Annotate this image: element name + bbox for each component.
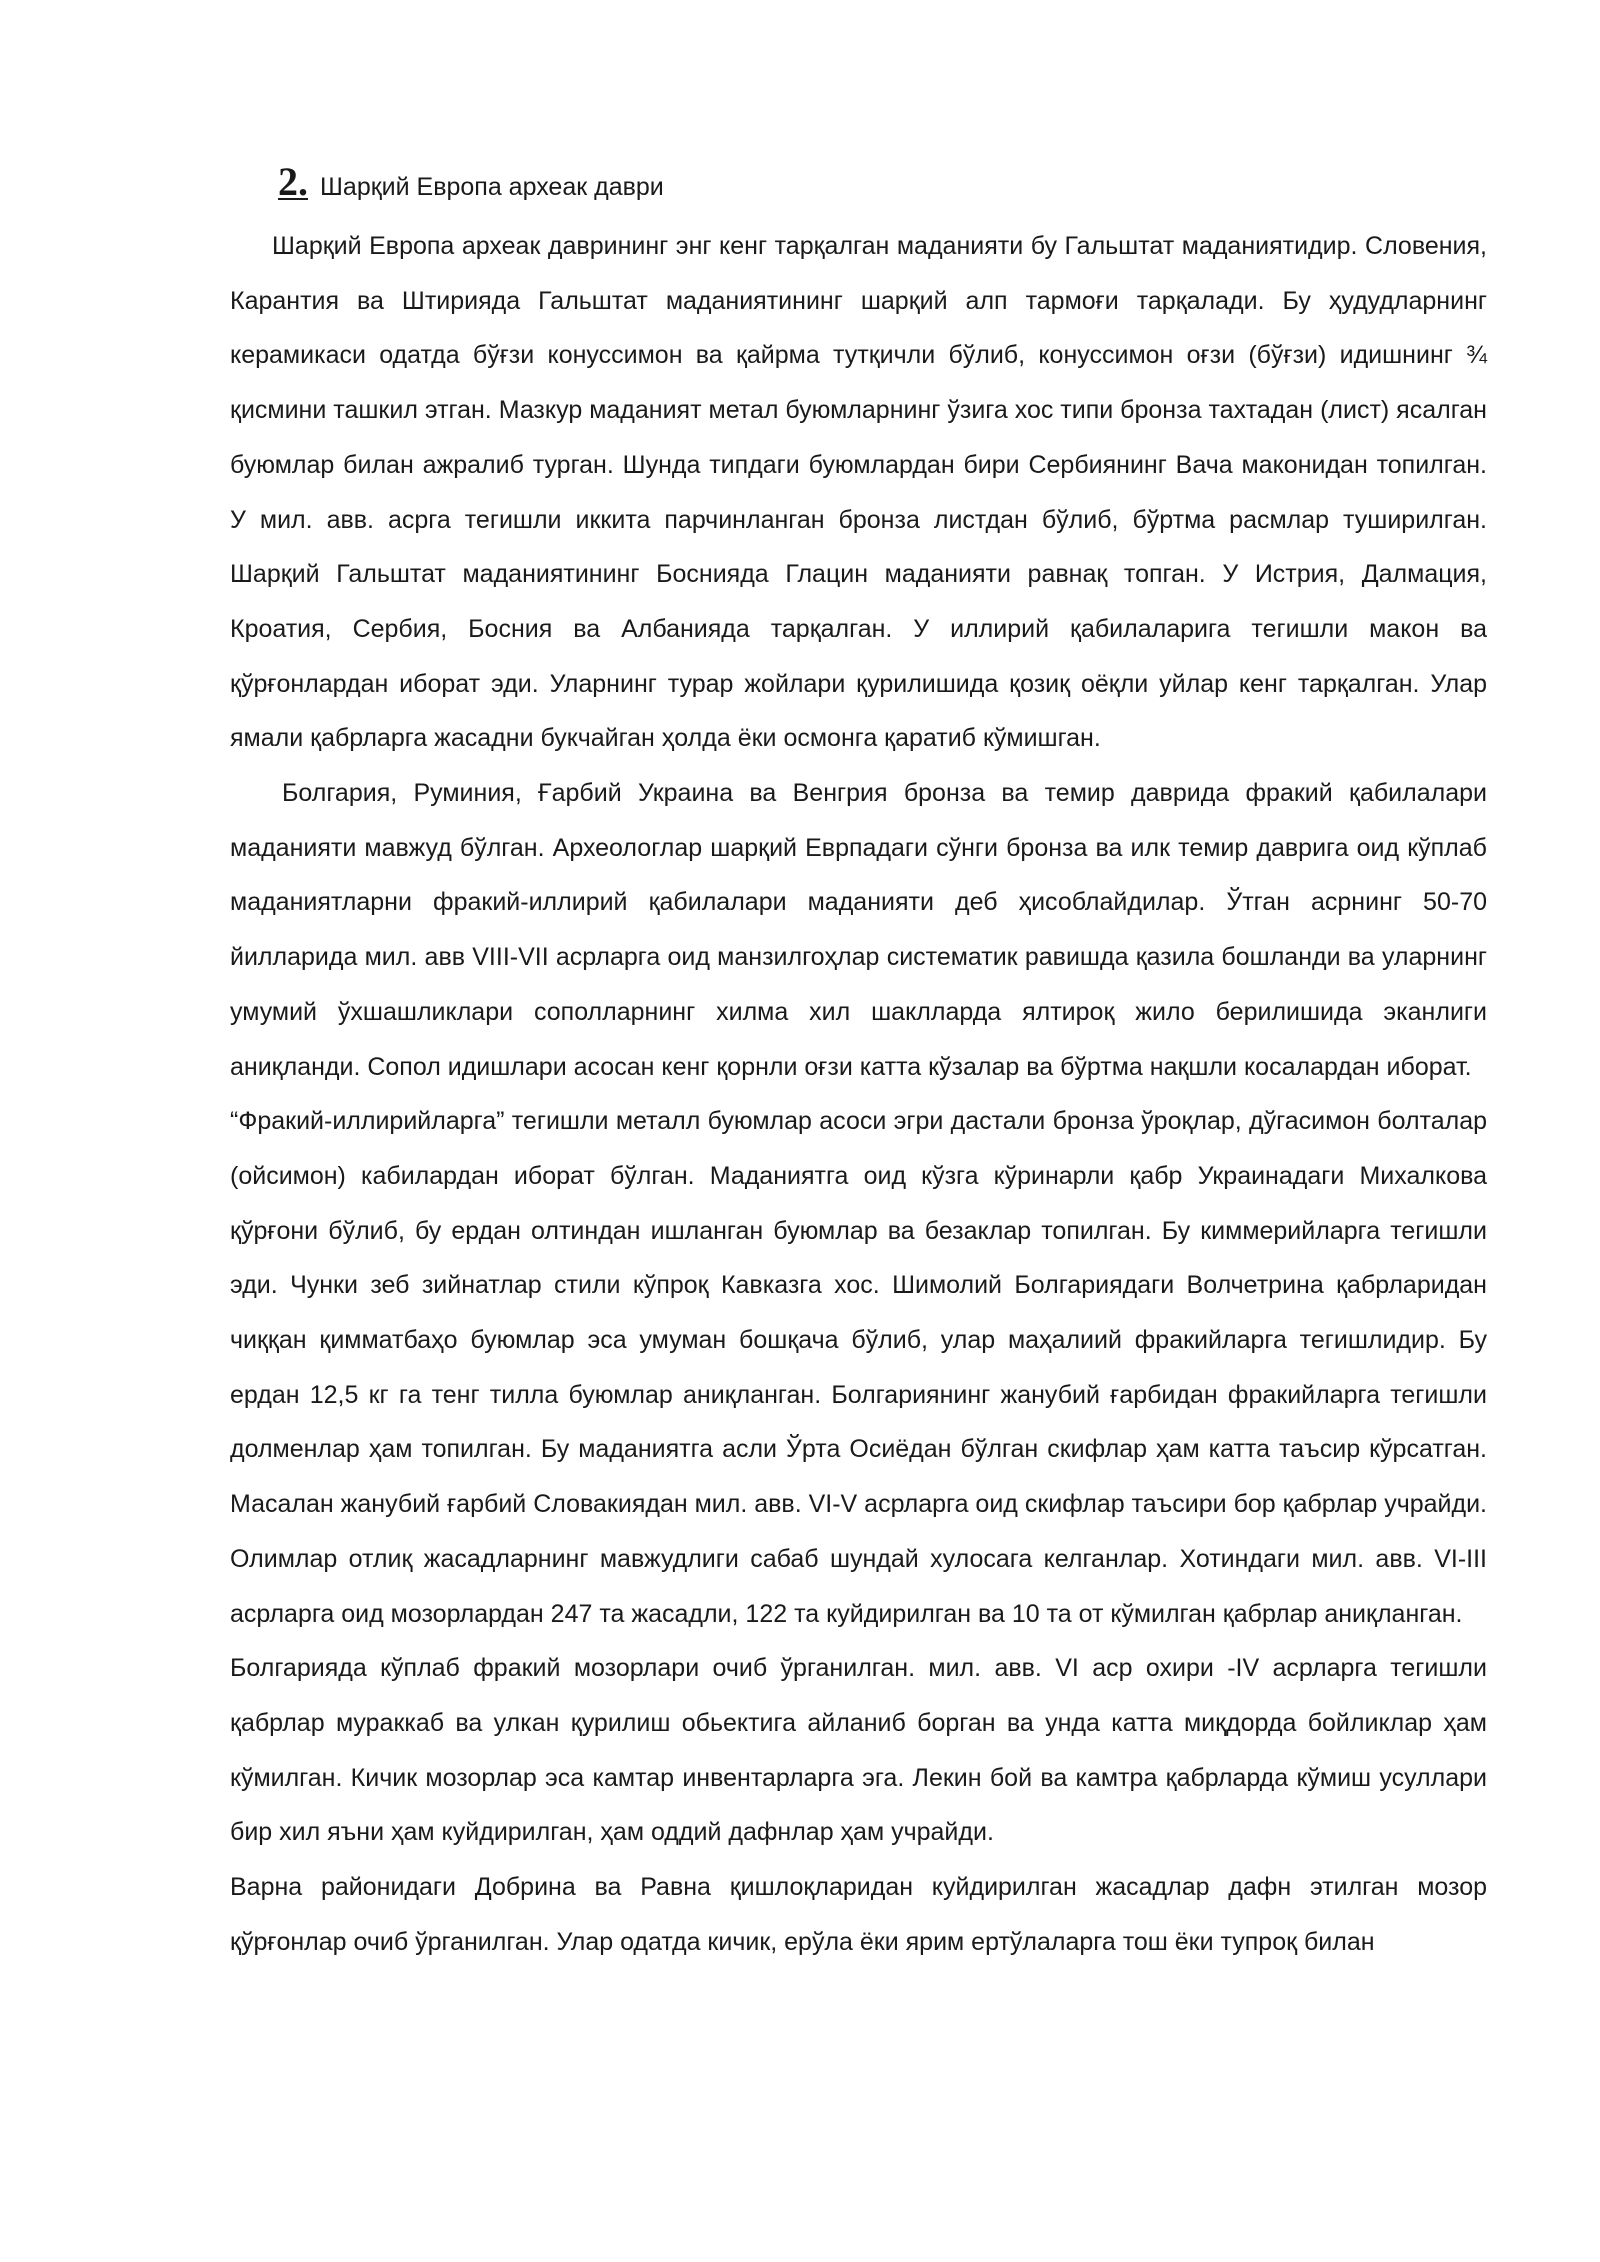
paragraph: “Фракий-иллирийларга” тегишли металл буюмлар асоси эгри дастали бронза ўроқлар, дўгасимон болталар (ойсимон) кабилардан иборат бўлган. Маданиятга оид кўзга кўринарли қабр Украинадаги Михалкова қўрғони бўлиб, бу ердан олтиндан ишланган буюмлар ва безаклар топилган. Бу киммерийларга тегишли эди. Чунки зеб зийнатлар стили кўпроқ Кавказга хос. Шимолий Болгариядаги Волчетрина қабрларидан чиққан қимматбаҳо буюмлар эса умуман бошқача бўлиб, улар маҳалиий фракийларга тегишлидир. Бу ердан 12,5 кг га тенг тилла буюмлар аниқланган. Болгариянинг жанубий ғарбидан фракийларга тегишли долменлар ҳам топилган. Бу маданиятга асли Ўрта Осиёдан бўлган скифлар ҳам катта таъсир кўрсатган. Масалан жанубий ғарбий Словакиядан мил. авв. VI-V асрларга оид скифлар таъсири бор қабрлар учрайди. Олимлар отлиқ жасадларнинг мавжудлиги сабаб шундай хулосага келганлар. Хотиндаги мил. авв. VI-III асрларга оид мозорлардан 247 та жасадли, 122 та куйдирилган ва 10 та от кўмилган қабрлар аниқланган. [230,1107,1487,1628]
section-heading [278,158,664,208]
section-number: 2. [278,159,308,204]
paragraph: Шарқий Европа археак даврининг энг кенг тарқалган маданияти бу Гальштат маданиятидир. Словения, Карантия ва Штирияда Гальштат маданиятининг шарқий алп тармоғи тарқалади. Бу ҳудудларнинг керамикаси одатда бўғзи конуссимон ва қайрма тутқичли бўлиб, конуссимон оғзи (бўғзи) идишнинг ¾ қисмини ташкил этган. Мазкур маданият метал буюмларнинг ўзига хос типи бронза тахтадан (лист) ясалган буюмлар билан ажралиб турган. Шунда типдаги буюмлардан бири Сербиянинг Вача маконидан топилган. У мил. авв. асрга тегишли иккита парчинланган бронза листдан бўлиб, бўртма расмлар туширилган. Шарқий Гальштат маданиятининг Боснияда Глацин маданияти равнақ топган. У Истрия, Далмация, Кроатия, Сербия, Босния ва Албанияда тарқалган. У иллирий қабилаларига тегишли макон ва қўрғонлардан иборат эди. Уларнинг турар жойлари қурилишида қозиқ оёқли уйлар кенг тарқалган. Улар ямали қабрларга жасадни букчайган ҳолда ёки осмонга қаратиб кўмишган. [230,232,1487,753]
section-title: Шарқий Европа археак даври [320,173,664,201]
paragraph: Болгария, Руминия, Ғарбий Украина ва Венгрия бронза ва темир даврида фракий қабилалари маданияти мавжуд бўлган. Археологлар шарқий Еврпадаги сўнги бронза ва илк темир даврига оид кўплаб маданиятларни фракий-иллирий қабилалари маданияти деб ҳисоблайдилар. Ўтган асрнинг 50-70 йилларида мил. авв VIII-VII асрларга оид манзилгоҳлар систематик равишда қазила бошланди ва уларнинг умумий ўхшашликлари сополларнинг хилма хил шаклларда ялтироқ жило берилишида эканлиги аниқланди. Сопол идишлари асосан кенг қорнли оғзи катта кўзалар ва бўртма нақшли косалардан иборат. [230,779,1487,1081]
paragraph: Болгарияда кўплаб фракий мозорлари очиб ўрганилган. мил. авв. VI аср охири -IV асрларга тегишли қабрлар мураккаб ва улкан қурилиш обьектига айланиб борган ва унда катта миқдорда бойликлар ҳам кўмилган. Кичик мозорлар эса камтар инвентарларга эга. Лекин бой ва камтра қабрларда кўмиш усуллари бир хил яъни ҳам куйдирилган, ҳам оддий дафнлар ҳам учрайди. [230,1654,1487,1847]
document-body [230,219,1487,1970]
paragraph: Варна районидаги Добрина ва Равна қишлоқларидан куйдирилган жасадлар дафн этилган мозор қўрғонлар очиб ўрганилган. Улар одатда кичик, ерўла ёки ярим ертўлаларга тош ёки тупроқ билан [230,1873,1487,1956]
